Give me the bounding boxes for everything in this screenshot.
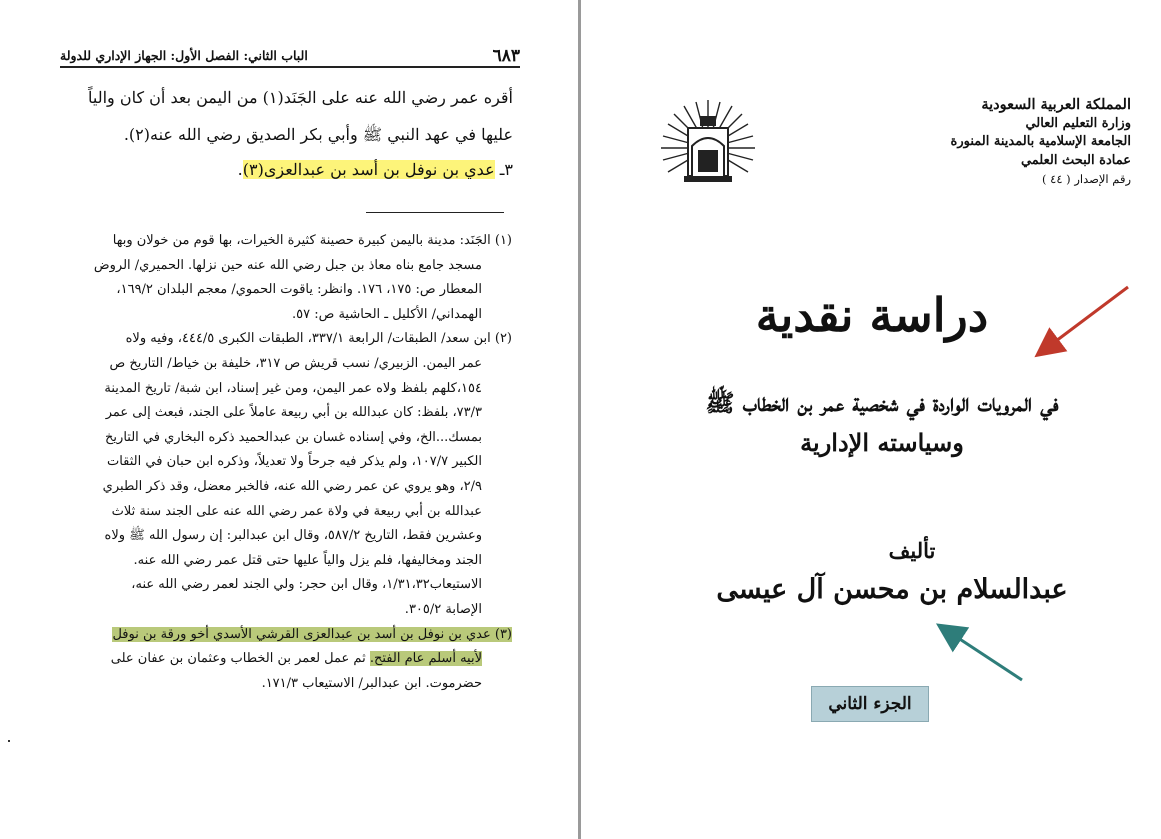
body-line-highlighted xyxy=(73,159,513,181)
issue-number: رقم الإصدار ( ٤٤ ) xyxy=(1042,172,1131,186)
author-label: تأليف xyxy=(888,538,936,563)
green-highlight: لأبيه أسلم عام الفتح. xyxy=(369,651,482,667)
footnote-line: المعطار ص: ١٧٥، ١٧٦. وانظر: ياقوت الحموي/ معجم البلدان ١٦٩/٢، xyxy=(116,282,482,298)
footnote-line-highlighted xyxy=(62,623,512,648)
green-highlight: (٣) عدي بن نوفل بن أسد بن عبدالعزى القرشي الأسدي أخو ورقة بن نوفل xyxy=(112,626,512,642)
footnote-line xyxy=(62,647,512,672)
list-number: ٣ـ xyxy=(494,160,513,179)
footnote-line: وعشرين فقط، التاريخ ٥٨٧/٢، وقال ابن عبدالبر: إن رسول الله ﷺ ولاه xyxy=(104,528,482,544)
footnotes xyxy=(62,229,512,696)
left-page xyxy=(0,0,579,839)
institution-block xyxy=(871,96,1131,189)
teal-arrow-icon xyxy=(946,630,1022,680)
scan-speck xyxy=(8,740,10,742)
footnote-line: الهمداني/ الأكليل ـ الحاشية ص: ٥٧. xyxy=(291,306,482,322)
volume-label: الجزء الثاني xyxy=(811,686,929,722)
right-page xyxy=(582,0,1161,839)
footnote-line: ٢/٩، وهو يروي عن عمر رضي الله عنه، فالخبر معضل، وقد ذكر الطبري xyxy=(102,478,482,494)
footnote-line: حضرموت. ابن عبدالبر/ الاستيعاب ١٧١/٣. xyxy=(261,675,482,691)
university-emblem-icon xyxy=(658,96,758,190)
footnote-divider xyxy=(366,212,504,213)
page-number: ٦٨٣ xyxy=(492,46,520,66)
footnote-line: (٢) ابن سعد/ الطبقات/ الرابعة ٣٣٧/١، الطبقات الكبرى ٤٤٤/٥، وفيه ولاه xyxy=(125,331,512,347)
book-subtitle: في المرويات الواردة في شخصية عمر بن الخطاب ﷺ xyxy=(705,388,1059,417)
country-name: المملكة العربية السعودية xyxy=(981,96,1131,113)
body-line: أقره عمر رضي الله عنه على الجَنَد(١) من اليمن بعد أن كان والياً xyxy=(88,88,513,107)
footnote-line: ١٥٤،كلهم بلفظ ولاه عمر اليمن، ومن غير إسناد، ابن شبة/ تاريخ المدينة xyxy=(104,380,482,396)
yellow-highlight: عدي بن نوفل بن أسد بن عبدالعزى(٣) xyxy=(242,160,495,179)
red-arrow-icon xyxy=(1044,287,1128,350)
running-header xyxy=(60,40,520,68)
footnote-line: ٧٣/٣، بلفظ: كان عبدالله بن أبي ربيعة عاملاً على الجند، فبعث إلى عمر xyxy=(105,405,482,421)
footnote-line: الإصابة ٣٠٥/٢. xyxy=(404,601,482,617)
footnote-line: الكبير ١٠٧/٧، ولم يذكر فيه جرحاً ولا تعديلاً، وذكره ابن حبان في الثقات xyxy=(106,454,482,470)
footnote-line: عبدالله بن أبي ربيعة في ولاة عمر رضي الله عنه على الجند سنة ثلاث xyxy=(111,503,482,519)
footnote-line: الجند ومخاليفها، فلم يزل والياً عليها حتى قتل عمر رضي الله عنه. xyxy=(133,552,482,568)
chapter-title: الباب الثاني: الفصل الأول: الجهاز الإداري للدولة xyxy=(60,48,308,63)
footnote-line: (١) الجَنَد: مدينة باليمن كبيرة حصينة كثيرة الخيرات، بها قوم من خولان وبها xyxy=(112,233,512,248)
footnote-text: ثم عمل لعمر بن الخطاب وعثمان بن عفان على xyxy=(110,651,370,667)
footnote-line: مسجد جامع بناه معاذ بن جبل رضي الله عنه حين نزلها. الحميري/ الروض xyxy=(93,257,482,273)
footnote-line: بمسك...الخ، وفي إسناده غسان بن عبدالحميد ذكره البخاري في التاريخ xyxy=(105,429,482,445)
book-title: دراسة نقدية xyxy=(755,288,989,342)
body-line: عليها في عهد النبي ﷺ وأبي بكر الصديق رضي الله عنه(٢). xyxy=(123,125,513,144)
book-spine xyxy=(578,0,581,839)
university-name: الجامعة الإسلامية بالمدينة المنورة xyxy=(950,134,1131,149)
author-name: عبدالسلام بن محسن آل عيسى xyxy=(716,574,1068,605)
sentence-end: . xyxy=(237,160,243,179)
ministry-name: وزارة التعليم العالي xyxy=(1025,115,1131,131)
footnote-line: عمر اليمن. الزبيري/ نسب قريش ص ٣١٧، خليفة بن خياط/ التاريخ ص xyxy=(109,355,482,371)
deanship-name: عمادة البحث العلمي xyxy=(1020,152,1131,168)
footnote-line: الاستيعاب١/٣١،٣٢، وقال ابن حجر: ولي الجند لعمر رضي الله عنه، xyxy=(131,577,482,593)
book-subtitle: وسياسته الإدارية xyxy=(800,428,964,457)
